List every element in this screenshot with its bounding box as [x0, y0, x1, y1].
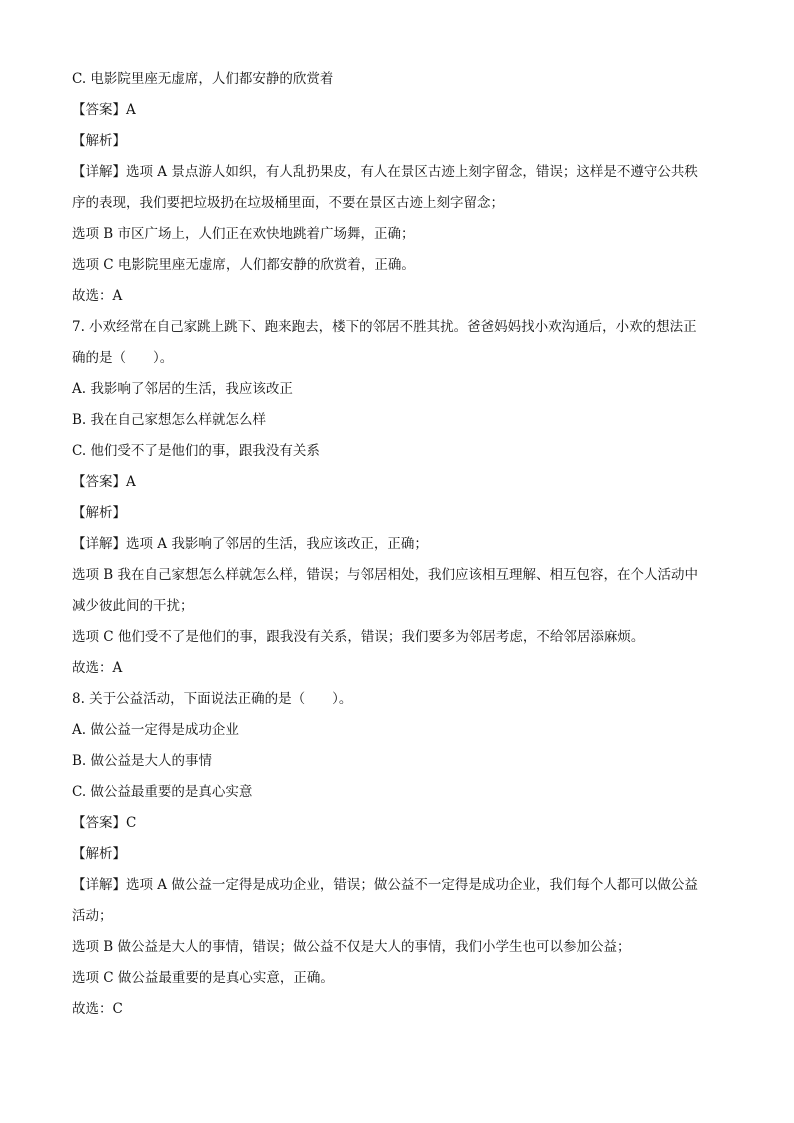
question-7-stem-continued: 确的是（ ）。 [72, 350, 174, 366]
detail-option-b: 选项 B 市区广场上，人们正在欢快地跳着广场舞，正确； [72, 226, 415, 242]
analysis-heading: 【解析】 [72, 846, 126, 862]
question-8-option-b: B. 做公益是大人的事情 [72, 753, 213, 769]
detail-line: 【详解】选项 A 景点游人如织，有人乱扔果皮，有人在景区古迹上刻字留念，错误；这样是不遵守公共秩 [72, 164, 698, 180]
analysis-heading: 【解析】 [72, 133, 126, 149]
answer-line: 【答案】C [72, 815, 137, 831]
detail-line-continued: 序的表现，我们要把垃圾扔在垃圾桶里面，不要在景区古迹上刻字留念； [72, 195, 504, 211]
detail-option-b: 选项 B 我在自己家想怎么样就怎么样，错误；与邻居相处，我们应该相互理解、相互包容，在个人活动中 [72, 567, 699, 583]
choice-result: 故选：A [72, 288, 123, 304]
choice-result: 故选：A [72, 660, 123, 676]
detail-line: 【详解】选项 A 做公益一定得是成功企业，错误；做公益不一定得是成功企业，我们每个人都可以做公益 [72, 877, 698, 893]
question-7-option-b: B. 我在自己家想怎么样就怎么样 [72, 412, 267, 428]
question-8-option-c: C. 做公益最重要的是真心实意 [72, 784, 253, 800]
question-7-option-c: C. 他们受不了是他们的事，跟我没有关系 [72, 443, 320, 459]
detail-option-c: 选项 C 他们受不了是他们的事，跟我没有关系，错误；我们要多为邻居考虑，不给邻居添麻烦。 [72, 629, 645, 645]
answer-line: 【答案】A [72, 474, 136, 490]
detail-option-c: 选项 C 电影院里座无虚席，人们都安静的欣赏着，正确。 [72, 257, 415, 273]
question-7-option-a: A. 我影响了邻居的生活，我应该改正 [72, 381, 293, 397]
question-7-stem: 7. 小欢经常在自己家跳上跳下、跑来跑去，楼下的邻居不胜其扰。爸爸妈妈找小欢沟通后，小欢的想法正 [72, 319, 697, 335]
answer-line: 【答案】A [72, 102, 136, 118]
document-page [72, 64, 722, 1025]
detail-option-b: 选项 B 做公益是大人的事情，错误；做公益不仅是大人的事情，我们小学生也可以参加公益； [72, 939, 631, 955]
question-8-option-a: A. 做公益一定得是成功企业 [72, 722, 239, 738]
question-8-stem: 8. 关于公益活动，下面说法正确的是（ ）。 [72, 691, 353, 707]
analysis-heading: 【解析】 [72, 505, 126, 521]
detail-option-b-continued: 减少彼此间的干扰； [72, 598, 194, 614]
detail-line-continued: 活动； [72, 908, 113, 924]
detail-option-c: 选项 C 做公益最重要的是真心实意，正确。 [72, 970, 334, 986]
detail-line: 【详解】选项 A 我影响了邻居的生活，我应该改正，正确； [72, 536, 428, 552]
choice-result: 故选：C [72, 1001, 123, 1017]
option-c-line: C. 电影院里座无虚席，人们都安静的欣赏着 [72, 71, 334, 87]
